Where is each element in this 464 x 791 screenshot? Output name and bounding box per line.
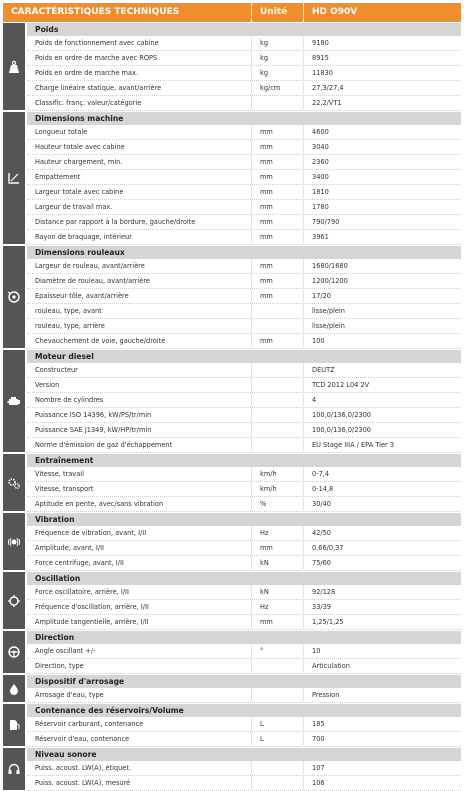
table-row bbox=[27, 125, 461, 140]
spec-label: Fréquence de vibration, avant, I/II bbox=[35, 529, 147, 537]
spec-value: lisse/plein bbox=[303, 304, 461, 318]
spec-label: Norme d'émission de gaz d'échappement bbox=[35, 441, 173, 449]
spec-value: 100,0/136,0/2300 bbox=[303, 408, 461, 422]
spec-value: 107 bbox=[303, 761, 461, 775]
table-row bbox=[27, 600, 461, 615]
table-row bbox=[27, 363, 461, 378]
spec-unit: km/h bbox=[251, 467, 303, 481]
spec-unit bbox=[251, 319, 303, 333]
spec-value: 27,3/27,4 bbox=[303, 81, 461, 95]
spec-value: 0,66/0,37 bbox=[303, 541, 461, 555]
spec-label: Force centrifuge, avant, I/II bbox=[35, 559, 124, 567]
table-row bbox=[27, 155, 461, 170]
spec-unit bbox=[251, 408, 303, 422]
spec-unit: mm bbox=[251, 215, 303, 229]
spec-label: Hauteur chargement, min. bbox=[35, 158, 123, 166]
spec-value: 100 bbox=[303, 334, 461, 348]
spec-unit bbox=[251, 423, 303, 437]
spec-unit: mm bbox=[251, 140, 303, 154]
spec-unit: km/h bbox=[251, 482, 303, 496]
spec-section bbox=[3, 674, 461, 703]
section-body bbox=[27, 245, 461, 349]
spec-unit: mm bbox=[251, 259, 303, 273]
table-row bbox=[27, 215, 461, 230]
spec-label: Arrosage d'eau, type bbox=[35, 691, 104, 699]
spec-value: 1780 bbox=[303, 200, 461, 214]
header-title: CARACTÉRISTIQUES TECHNIQUES bbox=[11, 7, 180, 17]
spec-label: Puissance SAE J1349, kW/HP/tr/min bbox=[35, 426, 152, 434]
spec-label: Nombre de cylindres bbox=[35, 396, 104, 404]
section-body bbox=[27, 630, 461, 674]
spec-section bbox=[3, 453, 461, 512]
table-row bbox=[27, 81, 461, 96]
spec-unit: mm bbox=[251, 615, 303, 629]
spec-value: 3400 bbox=[303, 170, 461, 184]
spec-section bbox=[3, 512, 461, 571]
spec-value: 9180 bbox=[303, 36, 461, 50]
header-model: HD O90V bbox=[303, 3, 461, 22]
section-body bbox=[27, 571, 461, 630]
spec-label: Amplitude tangentielle, arrière, I/II bbox=[35, 618, 149, 626]
section-title: Entraînement bbox=[27, 454, 461, 467]
spec-value: 1680/1680 bbox=[303, 259, 461, 273]
section-body bbox=[27, 453, 461, 512]
spec-value: TCD 2012 L04 2V bbox=[303, 378, 461, 392]
table-row bbox=[27, 526, 461, 541]
spec-unit: % bbox=[251, 497, 303, 511]
spec-value: 4600 bbox=[303, 125, 461, 139]
section-body bbox=[27, 111, 461, 245]
spec-value: 700 bbox=[303, 732, 461, 746]
spec-value: 11830 bbox=[303, 66, 461, 80]
spec-unit: kg bbox=[251, 51, 303, 65]
spec-unit: mm bbox=[251, 289, 303, 303]
spec-section bbox=[3, 111, 461, 245]
spec-label: Puissance ISO 14396, kW/PS/tr/min bbox=[35, 411, 152, 419]
spec-unit: mm bbox=[251, 200, 303, 214]
table-row bbox=[27, 717, 461, 732]
spec-section bbox=[3, 747, 461, 791]
table-row bbox=[27, 200, 461, 215]
table-row bbox=[27, 66, 461, 81]
spec-unit bbox=[251, 363, 303, 377]
spec-label: Chevauchement de voie, gauche/droite bbox=[35, 337, 166, 345]
spec-unit: Hz bbox=[251, 526, 303, 540]
spec-value: 100,0/136,0/2300 bbox=[303, 423, 461, 437]
fuel-tank-icon bbox=[3, 704, 25, 746]
spec-label: Hauteur totale avec cabine bbox=[35, 143, 125, 151]
spec-value: 75/60 bbox=[303, 556, 461, 570]
spec-unit bbox=[251, 393, 303, 407]
header-unit: Unité bbox=[251, 3, 303, 22]
spec-value: 4 bbox=[303, 393, 461, 407]
spec-section bbox=[3, 571, 461, 630]
table-row bbox=[27, 585, 461, 600]
section-title: Contenance des réservoirs/Volume bbox=[27, 704, 461, 717]
table-row bbox=[27, 393, 461, 408]
spec-section bbox=[3, 703, 461, 747]
engine-icon bbox=[3, 350, 25, 452]
spec-label: Poids en ordre de marche avec ROPS bbox=[35, 54, 158, 62]
spec-label: Poids en ordre de marche max. bbox=[35, 69, 138, 77]
section-body bbox=[27, 674, 461, 703]
headphones-icon bbox=[3, 748, 25, 790]
spec-value: Pression bbox=[303, 688, 461, 702]
section-title: Poids bbox=[27, 23, 461, 36]
gears-icon bbox=[3, 454, 25, 511]
spec-value: 17/20 bbox=[303, 289, 461, 303]
spec-unit bbox=[251, 659, 303, 673]
table-row bbox=[27, 96, 461, 111]
spec-value: 790/790 bbox=[303, 215, 461, 229]
spec-value: DEUTZ bbox=[303, 363, 461, 377]
spec-unit bbox=[251, 761, 303, 775]
spec-unit: mm bbox=[251, 155, 303, 169]
dimensions-icon bbox=[3, 112, 25, 244]
water-drop-icon bbox=[3, 675, 25, 702]
table-row bbox=[27, 259, 461, 274]
spec-value: EU Stage IIIA / EPA Tier 3 bbox=[303, 438, 461, 452]
spec-unit: mm bbox=[251, 230, 303, 244]
spec-label: Puiss. acoust. LW(A), étiquet. bbox=[35, 764, 132, 772]
spec-label: Vitesse, travail bbox=[35, 470, 84, 478]
section-title: Moteur diesel bbox=[27, 350, 461, 363]
section-body bbox=[27, 349, 461, 453]
spec-unit: kN bbox=[251, 585, 303, 599]
spec-label: Réservoir d'eau, contenance bbox=[35, 735, 130, 743]
spec-value: 2360 bbox=[303, 155, 461, 169]
table-row bbox=[27, 140, 461, 155]
spec-sheet bbox=[3, 3, 461, 791]
section-title: Dimensions machine bbox=[27, 112, 461, 125]
spec-label: rouleau, type, avant bbox=[35, 307, 102, 315]
spec-value: 8915 bbox=[303, 51, 461, 65]
spec-section bbox=[3, 349, 461, 453]
spec-unit bbox=[251, 776, 303, 790]
table-row bbox=[27, 319, 461, 334]
spec-value: Articulation bbox=[303, 659, 461, 673]
spec-unit: Hz bbox=[251, 600, 303, 614]
spec-label: Amplitude, avant, I/II bbox=[35, 544, 104, 552]
spec-label: Angle oscillant +/- bbox=[35, 647, 96, 655]
spec-value: 3040 bbox=[303, 140, 461, 154]
section-body bbox=[27, 747, 461, 791]
spec-unit: mm bbox=[251, 170, 303, 184]
table-row bbox=[27, 497, 461, 512]
table-row bbox=[27, 776, 461, 791]
spec-label: Rayon de braquage, intérieur bbox=[35, 233, 132, 241]
table-row bbox=[27, 51, 461, 66]
spec-value: 22,2/VT1 bbox=[303, 96, 461, 110]
table-row bbox=[27, 230, 461, 245]
spec-label: Classific. franç. valeur/catégorie bbox=[35, 99, 142, 107]
spec-unit bbox=[251, 378, 303, 392]
table-row bbox=[27, 482, 461, 497]
section-title: Direction bbox=[27, 631, 461, 644]
table-row bbox=[27, 36, 461, 51]
spec-section bbox=[3, 22, 461, 111]
spec-value: 30/40 bbox=[303, 497, 461, 511]
spec-label: Largeur de rouleau, avant/arrière bbox=[35, 262, 145, 270]
spec-unit: mm bbox=[251, 125, 303, 139]
table-row bbox=[27, 761, 461, 776]
table-row bbox=[27, 467, 461, 482]
table-row bbox=[27, 378, 461, 393]
spec-value: 42/50 bbox=[303, 526, 461, 540]
spec-unit: L bbox=[251, 717, 303, 731]
spec-label: Poids de fonctionnement avec cabine bbox=[35, 39, 159, 47]
spec-value: 3961 bbox=[303, 230, 461, 244]
spec-value: 92/128 bbox=[303, 585, 461, 599]
spec-unit: ° bbox=[251, 644, 303, 658]
spec-value: 0-14,8 bbox=[303, 482, 461, 496]
spec-value: 0-7,4 bbox=[303, 467, 461, 481]
spec-label: Largeur totale avec cabine bbox=[35, 188, 124, 196]
table-row bbox=[27, 423, 461, 438]
spec-unit: mm bbox=[251, 185, 303, 199]
spec-label: Force oscillatoire, arrière, I/II bbox=[35, 588, 129, 596]
spec-label: Fréquence d'oscillation, arrière, I/II bbox=[35, 603, 149, 611]
spec-label: Empattement bbox=[35, 173, 81, 181]
table-row bbox=[27, 289, 461, 304]
table-row bbox=[27, 659, 461, 674]
weight-icon bbox=[3, 23, 25, 110]
table-row bbox=[27, 304, 461, 319]
spec-unit: kg bbox=[251, 66, 303, 80]
spec-unit: kN bbox=[251, 556, 303, 570]
section-title: Oscillation bbox=[27, 572, 461, 585]
spec-label: Constructeur bbox=[35, 366, 78, 374]
spec-value: 1200/1200 bbox=[303, 274, 461, 288]
spec-value: 10 bbox=[303, 644, 461, 658]
spec-unit: kg/cm bbox=[251, 81, 303, 95]
spec-label: Puiss. acoust. LW(A), mesuré bbox=[35, 779, 131, 787]
table-row bbox=[27, 185, 461, 200]
spec-label: Longueur totale bbox=[35, 128, 88, 136]
spec-section bbox=[3, 630, 461, 674]
spec-unit: kg bbox=[251, 36, 303, 50]
table-row bbox=[27, 274, 461, 289]
section-title: Vibration bbox=[27, 513, 461, 526]
table-row bbox=[27, 644, 461, 659]
table-header bbox=[3, 3, 461, 22]
spec-label: Direction, type bbox=[35, 662, 84, 670]
table-row bbox=[27, 556, 461, 571]
section-title: Dimensions rouleaux bbox=[27, 246, 461, 259]
spec-unit bbox=[251, 688, 303, 702]
drum-icon bbox=[3, 246, 25, 348]
section-title: Niveau sonore bbox=[27, 748, 461, 761]
spec-unit bbox=[251, 96, 303, 110]
section-body bbox=[27, 22, 461, 111]
table-row bbox=[27, 541, 461, 556]
table-row bbox=[27, 438, 461, 453]
spec-unit: mm bbox=[251, 541, 303, 555]
spec-value: 33/39 bbox=[303, 600, 461, 614]
spec-value: 1,25/1,25 bbox=[303, 615, 461, 629]
spec-value: 106 bbox=[303, 776, 461, 790]
table-row bbox=[27, 408, 461, 423]
spec-label: Diamètre de rouleau, avant/arrière bbox=[35, 277, 150, 285]
spec-section bbox=[3, 245, 461, 349]
table-row bbox=[27, 170, 461, 185]
spec-value: 185 bbox=[303, 717, 461, 731]
spec-label: Epaisseur tôle, avant/arrière bbox=[35, 292, 129, 300]
section-body bbox=[27, 512, 461, 571]
table-row bbox=[27, 688, 461, 703]
spec-label: Vitesse, transport bbox=[35, 485, 94, 493]
spec-unit: mm bbox=[251, 334, 303, 348]
spec-label: Aptitude en pente, avec/sans vibration bbox=[35, 500, 164, 508]
table-row bbox=[27, 615, 461, 630]
spec-sections bbox=[3, 22, 461, 791]
oscillation-icon bbox=[3, 572, 25, 629]
spec-label: Charge linéaire statique, avant/arrière bbox=[35, 84, 162, 92]
spec-label: Distance par rapport à la bordure, gauche/droite bbox=[35, 218, 196, 226]
spec-unit: L bbox=[251, 732, 303, 746]
vibration-icon bbox=[3, 513, 25, 570]
table-row bbox=[27, 334, 461, 349]
spec-label: Version bbox=[35, 381, 60, 389]
section-body bbox=[27, 703, 461, 747]
spec-unit bbox=[251, 438, 303, 452]
steering-wheel-icon bbox=[3, 631, 25, 673]
spec-unit: mm bbox=[251, 274, 303, 288]
spec-label: Largeur de travail max. bbox=[35, 203, 113, 211]
spec-label: rouleau, type, arrière bbox=[35, 322, 105, 330]
table-row bbox=[27, 732, 461, 747]
spec-value: 1810 bbox=[303, 185, 461, 199]
spec-label: Réservoir carburant, contenance bbox=[35, 720, 144, 728]
spec-value: lisse/plein bbox=[303, 319, 461, 333]
section-title: Dispositif d'arrosage bbox=[27, 675, 461, 688]
spec-unit bbox=[251, 304, 303, 318]
